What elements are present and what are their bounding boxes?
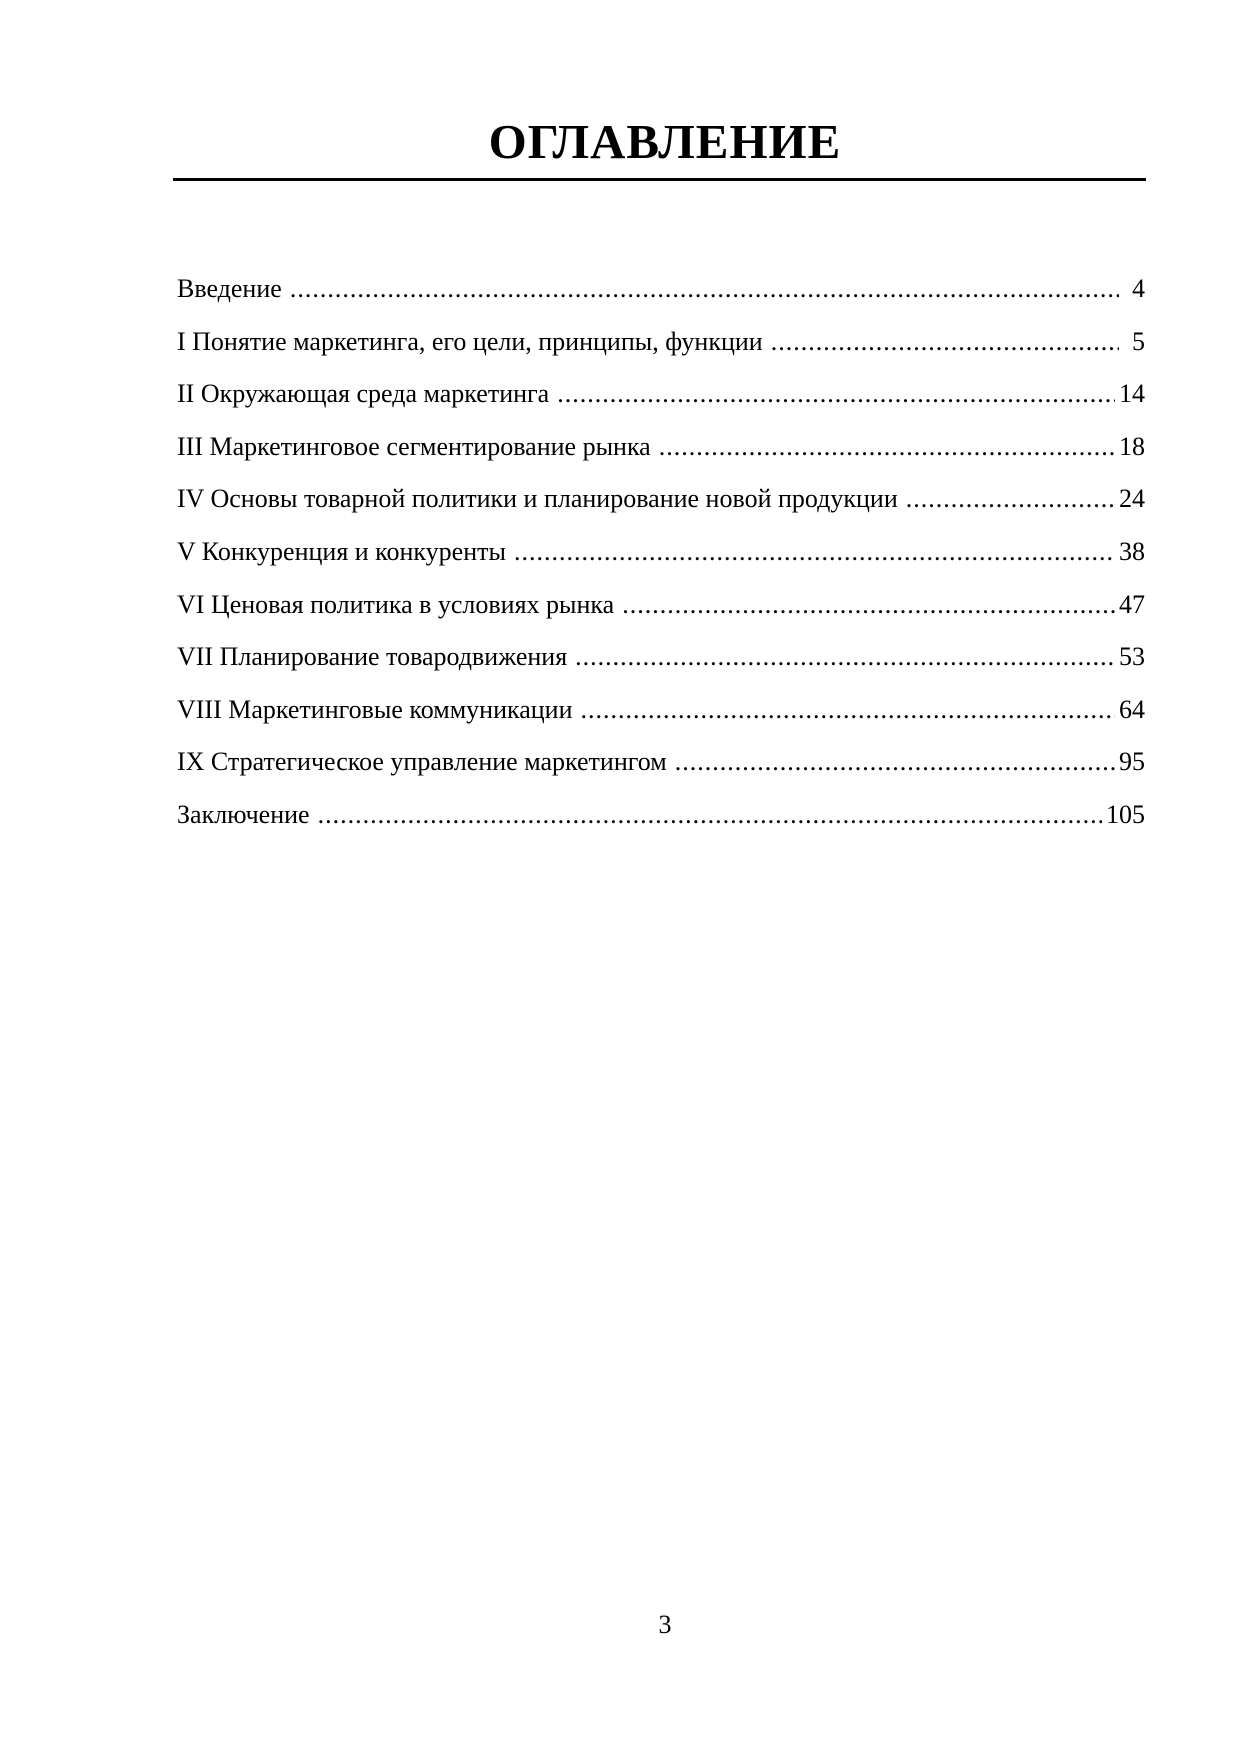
dot-leader bbox=[675, 736, 1115, 789]
toc-entry-label: V Конкуренция и конкуренты bbox=[177, 536, 506, 566]
dot-leader bbox=[318, 789, 1102, 842]
toc-entry-chapter-9[interactable] bbox=[177, 736, 1145, 789]
toc-entry-chapter-3[interactable] bbox=[177, 421, 1145, 474]
toc-entry-chapter-4[interactable] bbox=[177, 473, 1145, 526]
toc-entry-chapter-2[interactable] bbox=[177, 368, 1145, 421]
dot-leader bbox=[581, 684, 1116, 737]
toc-entry-chapter-1[interactable] bbox=[177, 316, 1145, 369]
toc-entry-page: 24 bbox=[1119, 484, 1145, 514]
dot-leader bbox=[557, 368, 1115, 421]
toc-entry-chapter-8[interactable] bbox=[177, 684, 1145, 737]
dot-leader bbox=[514, 526, 1115, 579]
dot-leader bbox=[906, 473, 1115, 526]
toc-entry-label: IV Основы товарной политики и планирование новой продукции bbox=[177, 484, 898, 514]
dot-leader bbox=[622, 579, 1115, 632]
toc-entry-introduction[interactable] bbox=[177, 263, 1145, 316]
toc-entry-page: 18 bbox=[1119, 431, 1145, 461]
toc-entry-label: II Окружающая среда маркетинга bbox=[177, 379, 550, 409]
toc-entry-label: VII Планирование товародвижения bbox=[177, 642, 568, 672]
table-of-contents bbox=[177, 263, 1145, 842]
toc-entry-page: 64 bbox=[1119, 694, 1145, 724]
toc-entry-page: 14 bbox=[1119, 379, 1145, 409]
toc-entry-label: Заключение bbox=[177, 799, 310, 829]
toc-entry-page: 95 bbox=[1119, 747, 1145, 777]
dot-leader bbox=[771, 316, 1119, 369]
page-title: ОГЛАВЛЕНИЕ bbox=[488, 114, 842, 169]
toc-entry-label: I Понятие маркетинга, его цели, принципы, функции bbox=[177, 326, 763, 356]
page-number: 3 bbox=[658, 1610, 672, 1639]
toc-entry-page: 47 bbox=[1119, 589, 1145, 619]
toc-entry-label: VI Ценовая политика в условиях рынка bbox=[177, 589, 615, 619]
toc-entry-chapter-7[interactable] bbox=[177, 631, 1145, 684]
toc-entry-conclusion[interactable] bbox=[177, 789, 1145, 842]
dot-leader bbox=[659, 421, 1115, 474]
toc-entry-page: 4 bbox=[1132, 274, 1145, 303]
toc-entry-chapter-6[interactable] bbox=[177, 579, 1145, 632]
dot-leader bbox=[575, 631, 1115, 684]
toc-entry-page: 105 bbox=[1106, 799, 1145, 829]
toc-entry-page: 5 bbox=[1132, 326, 1145, 356]
toc-entry-label: IX Стратегическое управление маркетингом bbox=[177, 747, 667, 777]
dot-leader bbox=[290, 263, 1119, 316]
toc-entry-label: III Маркетинговое сегментирование рынка bbox=[177, 431, 651, 461]
toc-entry-chapter-5[interactable] bbox=[177, 526, 1145, 579]
toc-entry-page: 53 bbox=[1119, 642, 1145, 672]
toc-entry-label: Введение bbox=[177, 274, 282, 303]
title-underline bbox=[173, 178, 1146, 181]
toc-entry-page: 38 bbox=[1119, 536, 1145, 566]
toc-entry-label: VIII Маркетинговые коммуникации bbox=[177, 694, 573, 724]
